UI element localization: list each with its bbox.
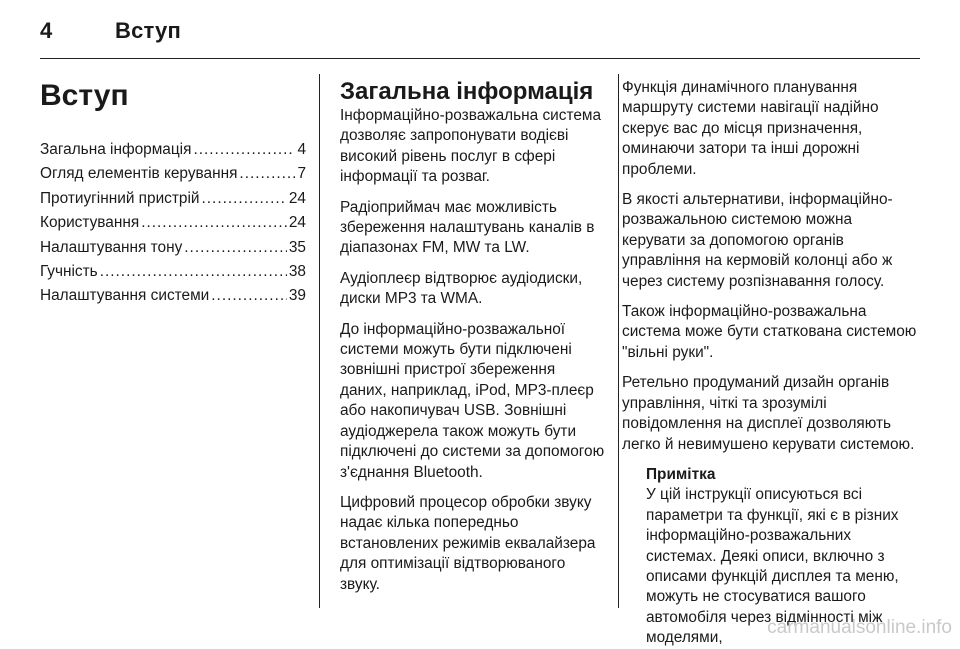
body-paragraph: Також інформаційно-розважальна система може бути статкована системою "вільні руки". [622,303,917,361]
toc-entry[interactable] [40,189,306,209]
watermark: carmanualsonline.info [767,617,952,638]
body-paragraph: До інформаційно-розважальної системи можуть бути підключені зовнішні пристрої збереження даних, наприклад, iPod, MP3-плеєр або накопичувач USB. Зовнішні аудіоджерела також можуть бути підключені до системи за допомогою з'єднання Bluetooth. [340,320,605,481]
toc-entry-page: 35 [288,238,306,256]
toc-entry-page: 24 [288,189,306,207]
note-title: Примітка [646,465,716,483]
toc-entry[interactable] [40,140,306,160]
toc-leader [193,140,295,160]
toc-leader [141,213,287,233]
toc-entry-page: 7 [297,165,306,183]
page-number: 4 [40,18,53,43]
toc-entry[interactable] [40,213,306,233]
toc-entry-page: 39 [288,287,306,305]
toc-entry[interactable] [40,262,306,282]
body-paragraph: В якості альтернативи, інформаційно-розважальною системою можна керувати за допомогою органів управління на кермовій колонці або ж через систему розпізнавання голосу. [622,191,893,290]
toc-entry-page: 38 [288,263,306,281]
section-title: Загальна інформація [340,78,594,105]
toc-entry-label: Протиугінний пристрій [40,189,200,207]
chapter-title: Вступ [115,18,181,43]
page-header [40,18,181,44]
body-paragraph: Цифровий процесор обробки звуку надає кілька попередньо встановлених режимів еквалайзера для оптимізації відтворюваного звуку. [340,493,596,593]
body-paragraph: Радіоприймач має можливість збереження налаштувань каналів в діапазонах FM, MW та LW. [340,198,595,257]
column-divider-2 [618,74,619,608]
toc-leader [211,286,287,306]
toc-entry-label: Огляд елементів керування [40,165,238,183]
toc-entry[interactable] [40,286,306,306]
toc-entry-label: Гучність [40,263,98,281]
right-column [622,78,918,649]
toc-entry-page: 24 [288,214,306,232]
toc-entry-page: 4 [297,141,306,158]
toc-leader [100,262,287,282]
toc-entry-label: Користування [40,214,140,232]
general-info-column [340,78,606,605]
toc-entry-label: Налаштування системи [40,287,210,305]
toc-entry-label: Загальна інформація [40,141,192,158]
header-divider [40,58,920,59]
toc-entry-label: Налаштування тону [40,238,183,256]
column-divider-1 [319,74,320,608]
toc-leader [184,238,287,258]
toc-entry[interactable] [40,238,306,258]
toc-entry[interactable] [40,164,306,184]
body-paragraph: Аудіоплеєр відтворює аудіодиски, диски MP3 та WMA. [340,269,583,308]
toc-column [40,78,306,311]
note-text: У цій інструкції описуються всі параметри та функції, які є в різних інформаційно-розважальних системах. Деякі описи, включно з описами функцій дисплея та меню, можуть не стосуватися вашого автомобіля через відмінності між моделями, [646,486,899,647]
body-paragraph: Функція динамічного планування маршруту системи навігації надійно скерує вас до місця призначення, оминаючи затори та інші дорожні проблеми. [622,79,879,178]
toc-title: Вступ [40,79,129,112]
body-paragraph: Інформаційно-розважальна система дозволяє запропонувати водієві високий рівень послуг в сфері інформації та розваг. [340,107,602,186]
toc-leader [202,189,287,209]
body-paragraph: Ретельно продуманий дизайн органів управління, чіткі та зрозумілі повідомлення на дисплеї дозволяють легко й невимушено керувати системою. [622,374,915,453]
toc-leader [239,164,295,184]
